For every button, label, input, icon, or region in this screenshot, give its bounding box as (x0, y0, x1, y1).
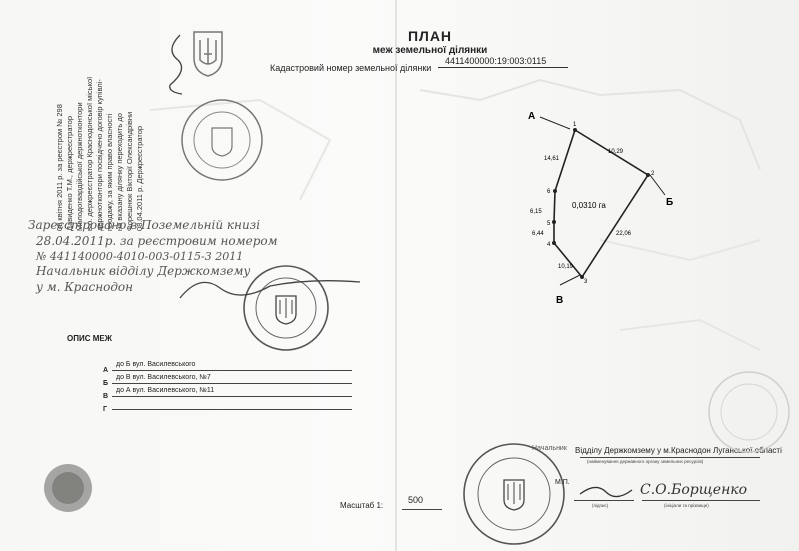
department-stamp (458, 438, 570, 550)
mp-label: М.П. (555, 479, 570, 486)
point-label: 1 (573, 122, 577, 128)
direction-label: А (528, 111, 536, 122)
opis-line (112, 383, 352, 384)
direction-label: В (556, 295, 564, 305)
point-label: 6 (547, 189, 551, 195)
seal-smudge (38, 458, 98, 518)
direction-label: Б (666, 197, 674, 208)
registration-line: Давиденко Т.М., держреєстратор (65, 115, 74, 231)
opis-letter: А (103, 367, 109, 374)
department-sub-label: (найменування державного органу земельних ресурсів) (587, 459, 704, 464)
opis-line (112, 396, 352, 397)
direction-arrow-v (560, 275, 580, 285)
handwritten-name: С.О.Борщенко (640, 482, 748, 498)
length-label: 22,06 (616, 231, 632, 237)
scale-value: 500 (408, 495, 424, 505)
length-label: 6,15 (530, 209, 542, 215)
top-signature (160, 30, 190, 100)
signature-sub-label: (підпис) (592, 503, 609, 508)
point-label: 4 (547, 242, 551, 248)
opis-title: ОПИС МЕЖ (67, 334, 112, 343)
department-underline (580, 457, 760, 458)
department-name: Відділу Держкомзему у м.Краснодон Луганської області (575, 446, 782, 455)
direction-arrow-b (650, 175, 665, 195)
length-label: 10,29 (608, 149, 624, 155)
handwritten-line: Зареєстровано в Поземельній книзі (28, 218, 261, 232)
registration-line: Форешнюк Вікторії Олександрівни (125, 111, 134, 231)
handwritten-signature (170, 268, 370, 308)
handwritten-line: у м. Краснодон (36, 280, 134, 294)
name-underline (642, 500, 760, 501)
scale-label: Масштаб 1: (340, 501, 384, 510)
opis-letter: Г (103, 406, 107, 413)
opis-row-text: до В вул. Василевського, №7 (116, 374, 211, 381)
point-label: 5 (547, 221, 551, 227)
handwritten-line: № 441140000-4010-003-0115-3 2011 (36, 250, 244, 263)
faint-stamp (705, 368, 793, 456)
registration-line: держнотконтори посвідчено договір купівлі- (95, 79, 104, 231)
scale-underline (402, 509, 442, 510)
point-label: 3 (584, 279, 588, 285)
page-subtitle: меж земельної ділянки (372, 45, 488, 56)
registration-line: Молодогвардійської держнотконтори (75, 102, 84, 231)
opis-line (112, 409, 352, 410)
opis-row-text: до А вул. Василевського, №11 (116, 387, 215, 394)
length-label: 10,19 (558, 264, 574, 270)
opis-line (112, 370, 352, 371)
cadastral-label: Кадастровий номер земельної ділянки (270, 63, 432, 73)
registration-line: 08.04.2011 р. Держреєстратор (135, 125, 144, 231)
opis-row-text: до Б вул. Василевського (116, 361, 196, 368)
head-label: Начальник (532, 445, 567, 452)
registration-line: продажу, за яким право власності (105, 113, 114, 231)
opis-letter: В (103, 393, 109, 400)
notary-stamp (178, 96, 266, 184)
opis-letter: Б (103, 380, 109, 387)
registration-line: в.о. держреєстратор Краснодонської міської (85, 76, 94, 231)
length-label: 14,61 (544, 156, 560, 162)
handwritten-line: Начальник відділу Держкомзему (36, 264, 251, 278)
page-title: ПЛАН (407, 28, 453, 44)
point-label: 2 (651, 171, 655, 177)
direction-arrow-a (540, 117, 570, 129)
length-label: 6,44 (532, 231, 544, 237)
head-signature (576, 480, 636, 502)
name-sub-label: (ініціали та прізвище) (664, 503, 709, 508)
handwritten-line: 28.04.2011р. за реєстровим номером (36, 234, 278, 248)
plot-plan (520, 105, 700, 305)
cadastral-underline (438, 67, 568, 68)
plot-area: 0,0310 га (572, 201, 606, 210)
registration-line: 08 квітня 2011 р. за реєстром № 298 (55, 104, 64, 231)
cadastral-number: 4411400000:19:003:0115 (445, 56, 547, 66)
registration-line: на вказану ділянку переходить до (115, 113, 124, 231)
